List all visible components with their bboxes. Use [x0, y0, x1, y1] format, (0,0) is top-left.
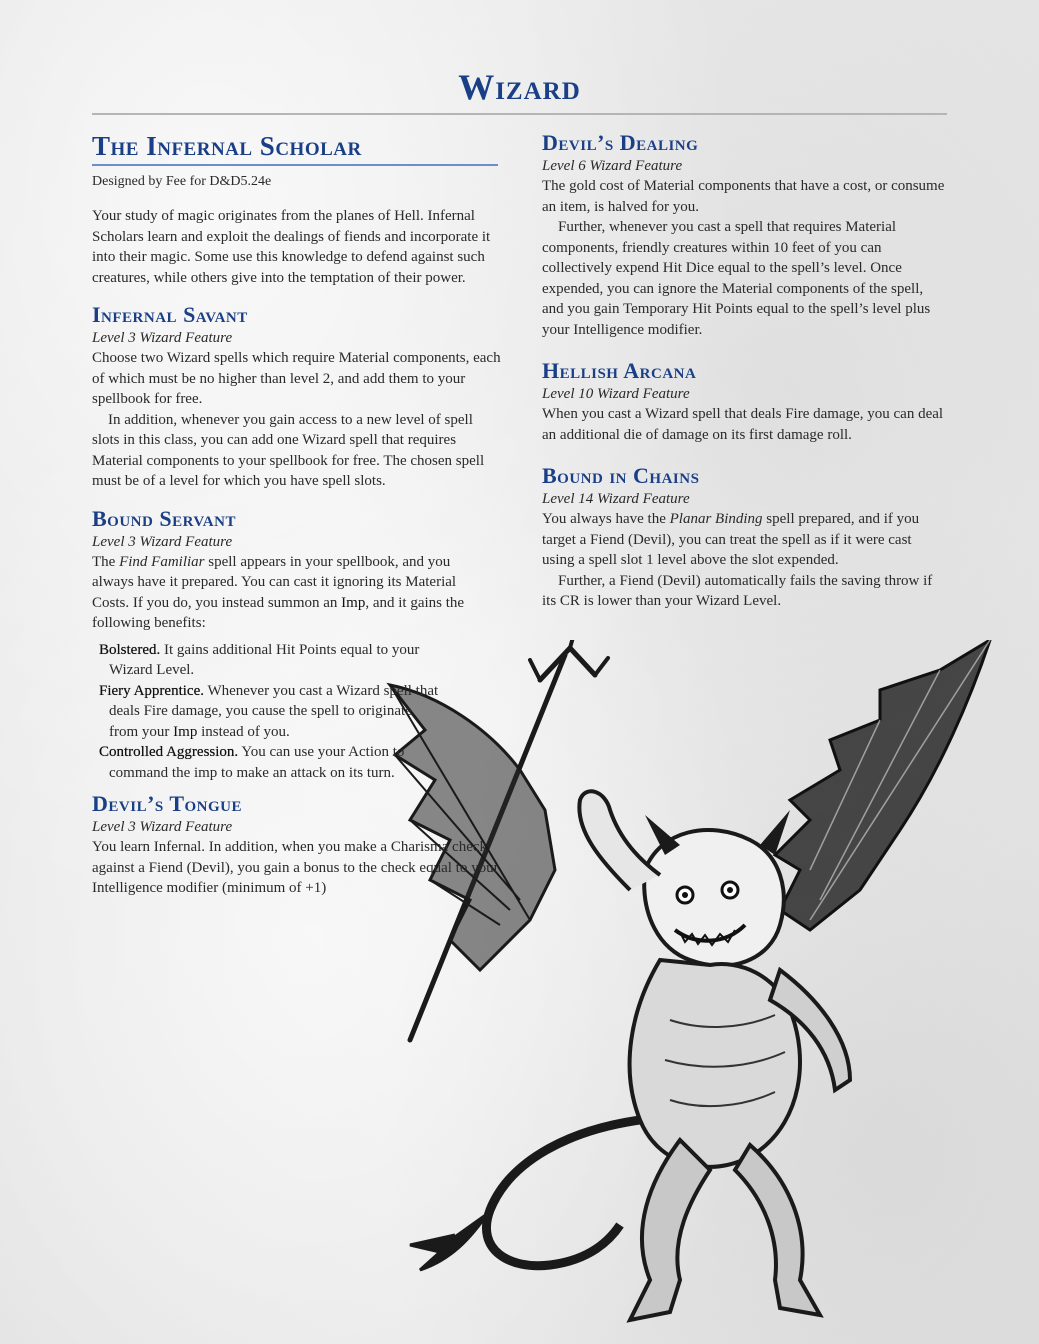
feature-title-devils-dealing: Devil’s Dealing — [542, 130, 699, 155]
page-title: Wizard — [458, 67, 581, 107]
benefit-name: Bolstered. — [99, 641, 161, 658]
feature-text-hellish-arcana: When you cast a Wizard spell that deals Fire damage, you can deal an additional die of damage on its first damage roll. — [542, 406, 944, 443]
title-divider — [92, 113, 947, 115]
feature-text-devils-dealing-1: The gold cost of Material components that have a cost, or consume an item, is halved for you. — [542, 178, 945, 215]
feature-title-infernal-savant: Infernal Savant — [92, 302, 248, 327]
feature-level-bound-in-chains: Level 14 Wizard Feature — [542, 491, 690, 507]
creature-name-imp: Imp — [341, 594, 366, 611]
feature-title-devils-tongue: Devil’s Tongue — [92, 791, 243, 816]
feature-text-infernal-savant-1: Choose two Wizard spells which require Material components, each of which must be no higher than level 2, and add them to your spellbook for free. — [92, 350, 501, 407]
feature-text-devils-dealing-2: Further, whenever you cast a spell that requires Material components, friendly creatures within 10 feet of you can collectively expend Hit Dice equal to the spell’s level. Once expended, you can ignore the Material components of the spell, and you gain Temporary Hit Points equal to the spell’s level plus your Intelligence modifier. — [542, 219, 931, 338]
list-item: Fiery Apprentice. Whenever you cast a Wizard spell that deals Fire damage, you cause the spell to originate from your Imp instead of you. — [99, 682, 439, 740]
feature-title-hellish-arcana: Hellish Arcana — [542, 358, 697, 383]
feature-level-devils-tongue: Level 3 Wizard Feature — [92, 819, 233, 835]
feature-title-bound-servant: Bound Servant — [92, 505, 236, 531]
feature-title-bound-in-chains: Bound in Chains — [542, 463, 700, 488]
benefit-name: Controlled Aggression. — [99, 744, 239, 760]
subclass-intro: Your study of magic originates from the planes of Hell. Infernal Scholars learn and exploit the dealings of fiends and incorporate it into their magic. Some use this knowledge to defend against such creatures, while others give into the temptation of their power. — [92, 208, 491, 286]
list-item: Bolstered. It gains additional Hit Points equal to your Wizard Level. — [99, 641, 420, 678]
feature-text-devils-tongue: You learn Infernal. In addition, when you make a Charisma check against a Fiend (Devil), you gain a bonus to the check equal to your Intelligence modifier (minimum of +1) — [92, 839, 499, 896]
left-column — [92, 128, 502, 899]
spell-name-planar-binding: Planar Binding — [669, 511, 763, 527]
feature-level-hellish-arcana: Level 10 Wizard Feature — [542, 386, 690, 402]
list-item: Controlled Aggression. You can use your Action to command the imp to make an attack on its turn. — [99, 744, 405, 781]
subclass-title: The Infernal Scholar — [92, 128, 498, 166]
bound-servant-benefits-list — [92, 640, 439, 784]
designed-by-credit: Designed by Fee for D&D5.24e — [92, 174, 272, 189]
feature-level-infernal-savant: Level 3 Wizard Feature — [92, 330, 233, 346]
benefit-name: Fiery Apprentice. — [99, 682, 204, 699]
feature-text-bound-in-chains-2: Further, a Fiend (Devil) automatically fails the saving throw if its CR is lower than your Wizard Level. — [542, 572, 933, 609]
feature-text-infernal-savant-2: In addition, whenever you gain access to a new level of spell slots in this class, you can add one Wizard spell that requires Material components to your spellbook for free. The chosen spell must be of a level for which you have spell slots. — [92, 411, 485, 489]
feature-text-bound-in-chains-1: You always have the Planar Binding spell prepared, and if you target a Fiend (Devil), you can treat the spell as if it were cast using a spell slot 1 level above the slot expended. — [542, 511, 920, 568]
spell-name-find-familiar: Find Familiar — [119, 553, 205, 570]
feature-level-bound-servant: Level 3 Wizard Feature — [92, 533, 233, 550]
feature-text-bound-servant: The Find Familiar spell appears in your spellbook, and you always have it prepared. You can cast it ignoring its Material Costs. If you do, you instead summon an Imp, and it gains the following benefits: — [92, 553, 465, 631]
right-column — [542, 130, 947, 612]
feature-level-devils-dealing: Level 6 Wizard Feature — [542, 158, 683, 174]
